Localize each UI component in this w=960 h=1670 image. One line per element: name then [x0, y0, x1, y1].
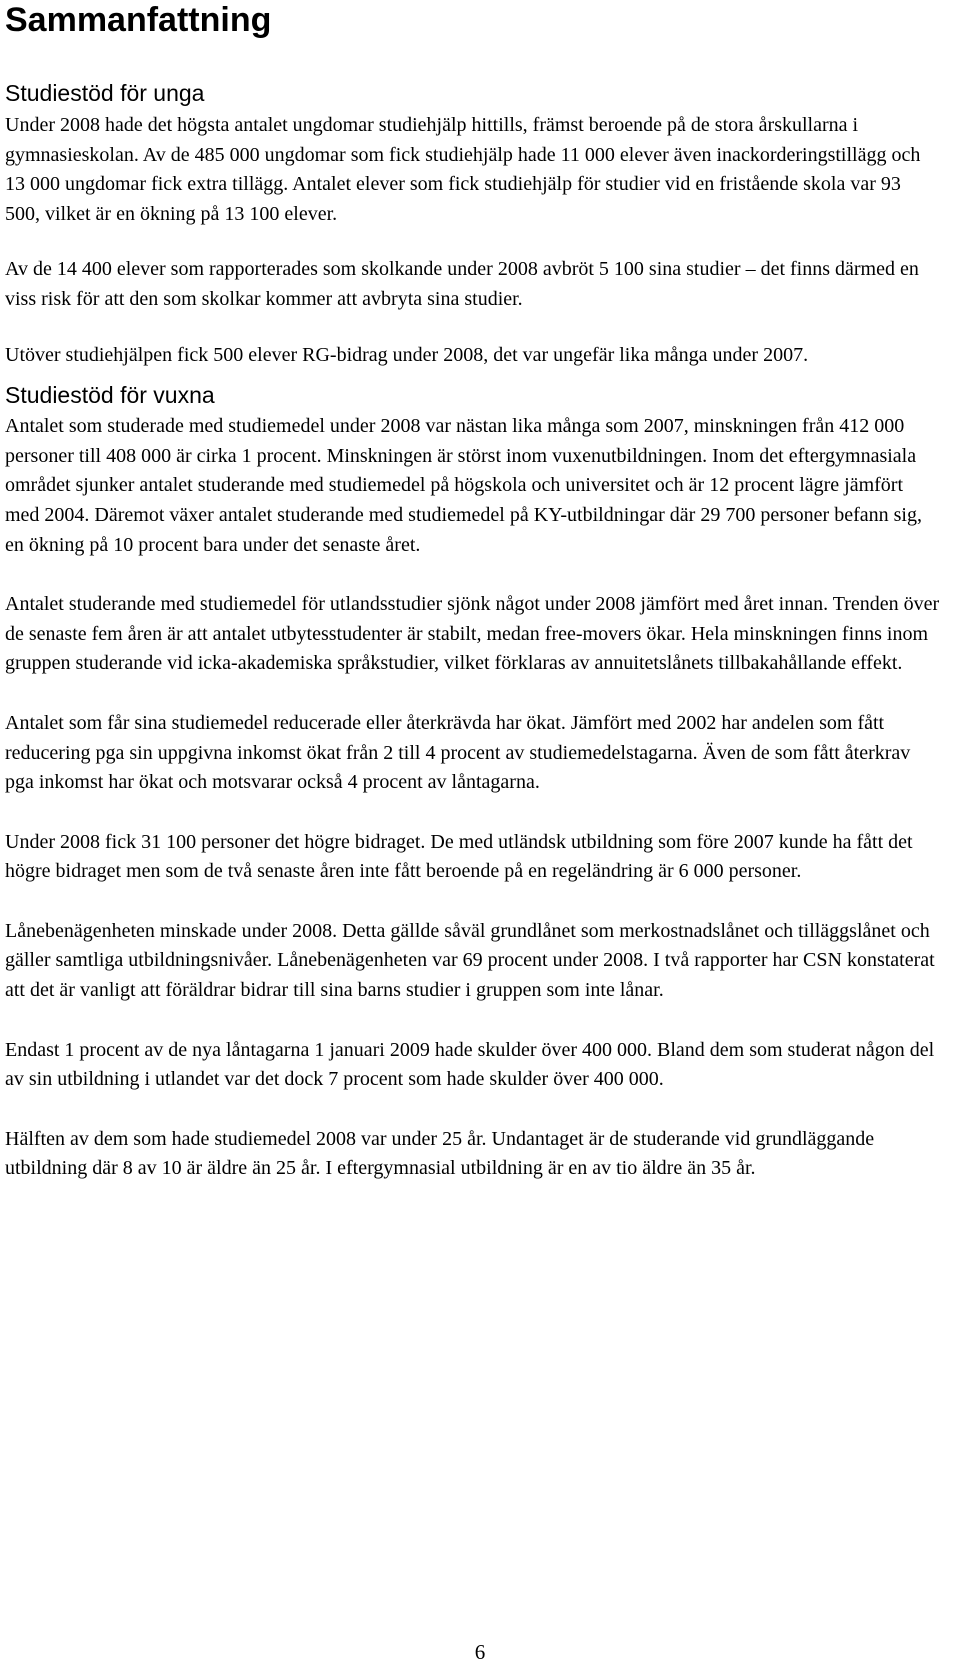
- paragraph: Antalet som studerade med studiemedel under 2008 var nästan lika många som 2007, minskningen från 412 000 personer till 408 000 är cirka 1 procent. Minskningen är störst inom vuxenutbildningen. Inom det eftergymnasiala området sjunker antalet studerande med studiemedel på högskola och universitet och är 12 procent lägre jämfört med 2004. Däremot växer antalet studerande med studiemedel på KY-utbildningar där 29 700 personer befann sig, en ökning på 10 procent bara under det senaste året.: [5, 415, 922, 556]
- paragraph: Endast 1 procent av de nya låntagarna 1 januari 2009 hade skulder över 400 000. Bland dem som studerat någon del av sin utbildning i utlandet var det dock 7 procent som hade skulder över 400 000.: [5, 1038, 935, 1091]
- paragraph: Under 2008 hade det högsta antalet ungdomar studiehjälp hittills, främst beroende på de stora årskullarna i gymnasieskolan. Av de 485 000 ungdomar som fick studiehjälp hade 11 000 elever även inackorderingstillägg och 13 000 ungdomar fick extra tillägg. Antalet elever som fick studiehjälp för studier vid en fristående skola var 93 500, vilket är en ökning på 13 100 elever.: [5, 114, 921, 225]
- paragraph: Utöver studiehjälpen fick 500 elever RG-bidrag under 2008, det var ungefär lika många under 2007.: [5, 343, 809, 366]
- section-youth: [5, 80, 940, 370]
- document-page: [5, 0, 940, 1184]
- page-number: 6: [474, 1640, 486, 1664]
- section-heading-adults: Studiestöd för vuxna: [5, 382, 215, 409]
- page-title: Sammanfattning: [5, 1, 272, 39]
- paragraph: Lånebenägenheten minskade under 2008. Detta gällde såväl grundlånet som merkostnadslånet och tilläggslånet och gäller samtliga utbildningsnivåer. Lånebenägenheten var 69 procent under 2008. I två rapporter har CSN konstaterat att det är vanligt att föräldrar bidrar till sina barns studier i gruppen som inte lånar.: [5, 919, 935, 1002]
- paragraph: Antalet studerande med studiemedel för utlandsstudier sjönk något under 2008 jämfört med året innan. Trenden över de senaste fem åren är att antalet utbytesstudenter är stabilt, medan free-movers ökar. Hela minskningen finns inom gruppen studerande vid icka-akademiska språkstudier, vilket förklaras av annuitetslånets tillbakahållande effekt.: [5, 593, 940, 675]
- section-heading-youth: Studiestöd för unga: [5, 80, 205, 106]
- paragraph: Hälften av dem som hade studiemedel 2008 var under 25 år. Undantaget är de studerande vid grundläggande utbildning där 8 av 10 är äldre än 25 år. I eftergymnasial utbildning är en av tio äldre än 35 år.: [5, 1127, 875, 1180]
- paragraph: Av de 14 400 elever som rapporterades som skolkande under 2008 avbröt 5 100 sina studier – det finns därmed en viss risk för att den som skolkar kommer att avbryta sina studier.: [5, 258, 919, 310]
- paragraph: Antalet som får sina studiemedel reducerade eller återkrävda har ökat. Jämfört med 2002 har andelen som fått reducering pga sin uppgivna inkomst ökat från 2 till 4 procent av studiemedelstagarna. Även de som fått återkrav pga inkomst har ökat och motsvarar också 4 procent av låntagarna.: [5, 711, 911, 794]
- section-adults: [5, 382, 940, 1184]
- paragraph: Under 2008 fick 31 100 personer det högre bidraget. De med utländsk utbildning som före 2007 kunde ha fått det högre bidraget men som de två senaste åren inte fått beroende på en regeländring är 6 000 personer.: [5, 830, 913, 883]
